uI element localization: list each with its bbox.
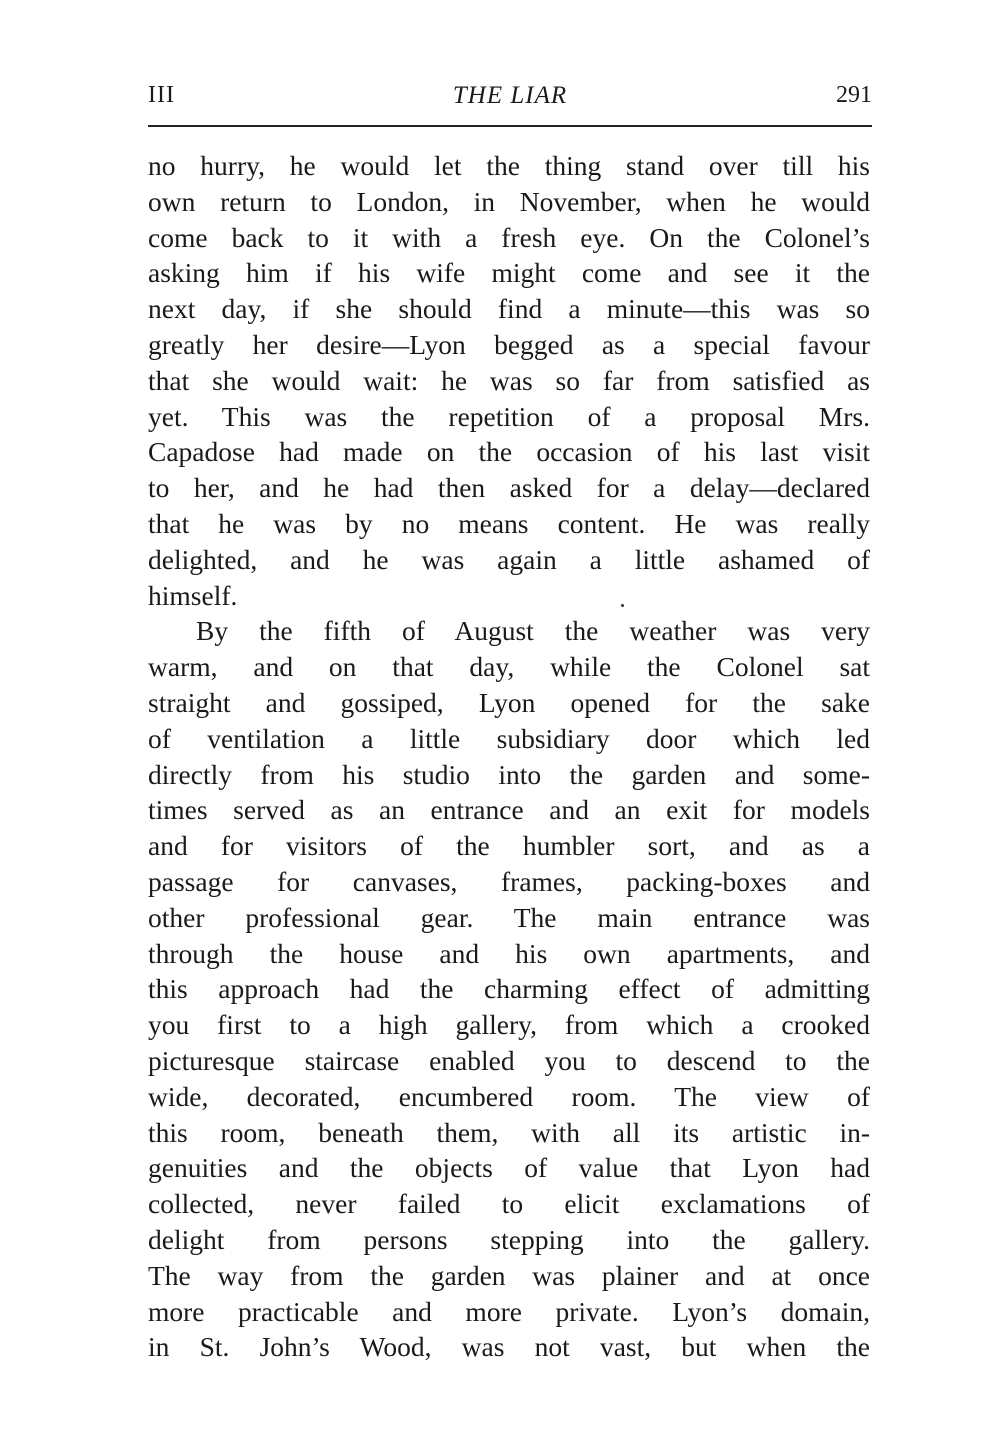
text-line: of ventilation a little subsidiary door which led [148, 722, 870, 754]
text-line: in St. John’s Wood, was not vast, but when the [148, 1331, 870, 1363]
text-line: The way from the garden was plainer and at once [148, 1259, 870, 1291]
text-line: directly from his studio into the garden and some- [148, 758, 870, 790]
text-line: passage for canvases, frames, packing-boxes and [148, 865, 870, 897]
text-line: own return to London, in November, when he would [148, 185, 870, 217]
text-line: wide, decorated, encumbered room. The view of [148, 1080, 870, 1112]
text-line: delight from persons stepping into the gallery. [148, 1223, 870, 1255]
running-title: THE LIAR [452, 82, 568, 109]
header-rule [148, 125, 872, 127]
text-line: come back to it with a fresh eye. On the Colonel’s [148, 221, 870, 253]
text-line: other professional gear. The main entrance was [148, 901, 870, 933]
print-speck [621, 604, 624, 607]
text-line: straight and gossiped, Lyon opened for the sake [148, 686, 870, 718]
text-line: Capadose had made on the occasion of his last visit [148, 436, 870, 468]
text-line: asking him if his wife might come and see it the [148, 257, 870, 289]
chapter-number: III [148, 82, 175, 108]
text-line: to her, and he had then asked for a delay—declared [148, 472, 870, 504]
text-line: picturesque staircase enabled you to descend to the [148, 1044, 870, 1076]
body-text [148, 148, 870, 1365]
text-line: himself. [148, 579, 238, 611]
text-line: that he was by no means content. He was really [148, 507, 870, 539]
text-line: yet. This was the repetition of a proposal Mrs. [148, 400, 870, 432]
text-line: By the fifth of August the weather was very [196, 615, 870, 647]
text-line: no hurry, he would let the thing stand over till his [148, 150, 870, 181]
text-line: collected, never failed to elicit exclamations of [148, 1188, 870, 1220]
text-line: greatly her desire—Lyon begged as a special favour [148, 328, 870, 360]
text-line: through the house and his own apartments, and [148, 937, 870, 969]
text-line: you first to a high gallery, from which a crooked [148, 1009, 870, 1041]
text-line: more practicable and more private. Lyon’s domain, [148, 1295, 870, 1327]
text-line: genuities and the objects of value that Lyon had [148, 1152, 870, 1184]
text-line: this room, beneath them, with all its artistic in- [148, 1116, 870, 1148]
text-line: warm, and on that day, while the Colonel sat [148, 651, 870, 683]
text-line: that she would wait: he was so far from satisfied as [148, 364, 870, 396]
text-line: and for visitors of the humbler sort, and as a [148, 830, 870, 862]
running-head [148, 82, 872, 118]
text-line: this approach had the charming effect of admitting [148, 973, 870, 1005]
text-line: next day, if she should find a minute—this was so [148, 293, 870, 325]
page-number: 291 [836, 82, 872, 108]
text-line: times served as an entrance and an exit for models [148, 794, 870, 826]
text-line: delighted, and he was again a little ashamed of [148, 543, 870, 575]
